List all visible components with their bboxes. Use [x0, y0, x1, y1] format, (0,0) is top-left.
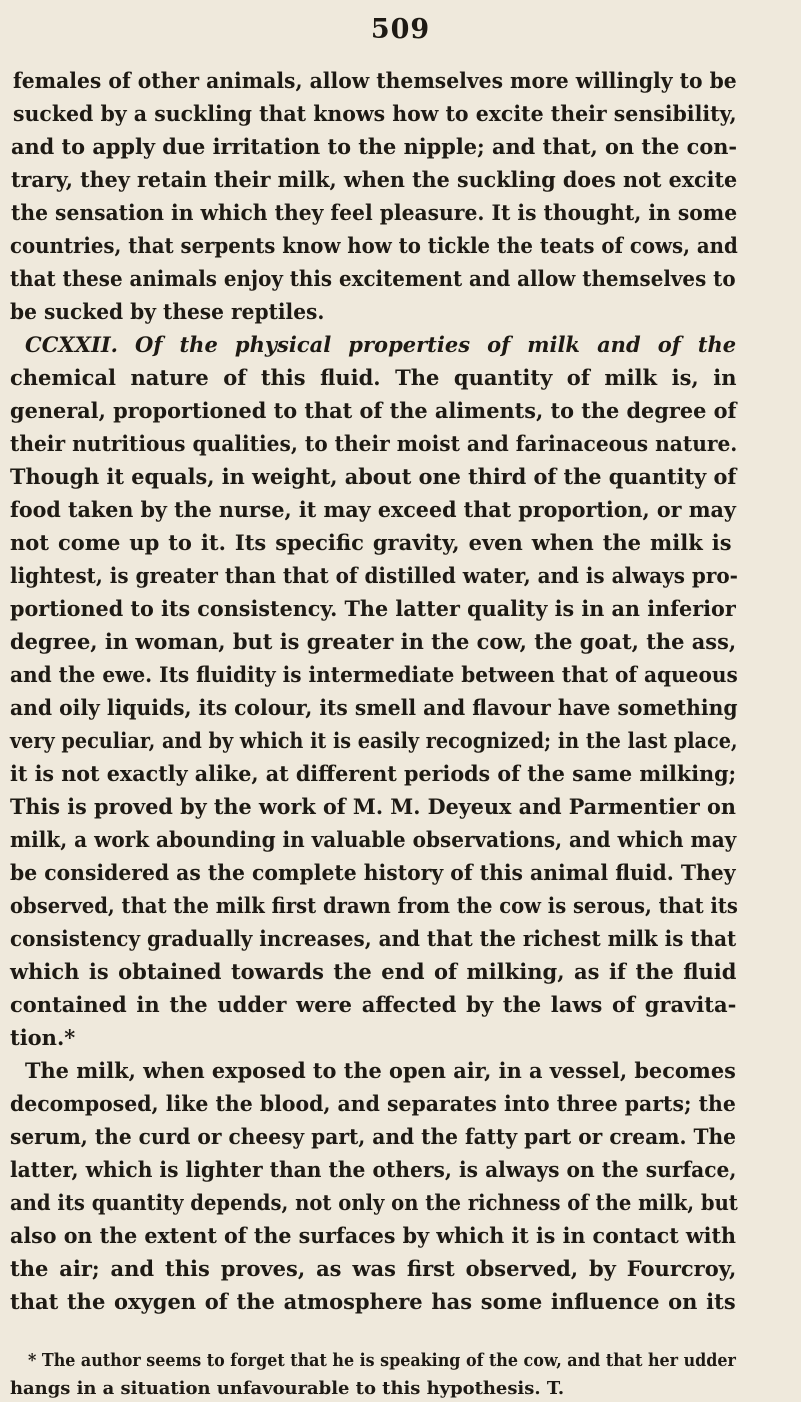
text-line: not come up to it. Its specific gravity, even when the milk is [10, 530, 732, 555]
page-number: 509 [370, 14, 431, 45]
text-line: that these animals enjoy this excitement and allow themselves to [10, 266, 736, 291]
text-line: consistency gradually increases, and that the richest milk is that [10, 926, 737, 951]
text-line: their nutritious qualities, to their moist and farinaceous nature. [10, 431, 738, 456]
text-line: it is not exactly alike, at different periods of the same milking; [10, 761, 737, 786]
text-line: sucked by a suckling that knows how to excite their sensibility, [13, 101, 737, 126]
text-line: serum, the curd or cheesy part, and the fatty part or cream. The [10, 1124, 737, 1149]
text-line: contained in the udder were affected by the laws of gravita- [10, 992, 737, 1017]
text-line: trary, they retain their milk, when the suckling does not excite [11, 167, 738, 192]
text-line: portioned to its consistency. The latter quality is in an inferior [10, 596, 736, 621]
text-line: The milk, when exposed to the open air, in a vessel, becomes [25, 1058, 736, 1083]
text-line: food taken by the nurse, it may exceed that proportion, or may [10, 497, 736, 522]
text-line: the air; and this proves, as was first observed, by Fourcroy, [10, 1256, 737, 1281]
footnote-line: * The author seems to forget that he is speaking of the cow, and that her udder [28, 1350, 736, 1371]
text-line: and oily liquids, its colour, its smell and flavour have something [10, 695, 738, 720]
text-line: lightest, is greater than that of distilled water, and is always pro- [10, 563, 738, 588]
text-line: females of other animals, allow themselves more willingly to be [13, 68, 737, 93]
footnote-line: hangs in a situation unfavourable to this hypothesis. T. [10, 1378, 565, 1399]
text-line: decomposed, like the blood, and separates into three parts; the [10, 1091, 736, 1116]
text-line: observed, that the milk first drawn from the cow is serous, that its [10, 893, 738, 918]
text-line: and the ewe. Its fluidity is intermediate between that of aqueous [10, 662, 738, 687]
text-line: latter, which is lighter than the others, is always on the surface, [10, 1157, 737, 1182]
text-line: Though it equals, in weight, about one third of the quantity of [10, 464, 737, 489]
text-line: that the oxygen of the atmosphere has some influence on its [10, 1289, 736, 1314]
text-line: chemical nature of this fluid. The quantity of milk is, in [10, 365, 737, 390]
text-line: CCXXII. Of the physical properties of milk and of the [25, 332, 737, 357]
text-line: the sensation in which they feel pleasure. It is thought, in some [11, 200, 738, 225]
text-line: countries, that serpents know how to tickle the teats of cows, and [10, 233, 738, 258]
text-line: and to apply due irritation to the nipple; and that, on the con- [11, 134, 738, 159]
text-line: be sucked by these reptiles. [10, 299, 325, 324]
text-line: degree, in woman, but is greater in the cow, the goat, the ass, [10, 629, 737, 654]
text-line: This is proved by the work of M. M. Deyeux and Parmentier on [10, 794, 736, 819]
text-line: and its quantity depends, not only on the richness of the milk, but [10, 1190, 738, 1215]
text-line: be considered as the complete history of this animal fluid. They [10, 860, 736, 885]
text-line: also on the extent of the surfaces by which it is in contact with [10, 1223, 736, 1248]
text-line: which is obtained towards the end of milking, as if the fluid [10, 959, 737, 984]
text-line: tion.* [10, 1025, 76, 1050]
text-line: general, proportioned to that of the aliments, to the degree of [10, 398, 737, 423]
text-line: milk, a work abounding in valuable observations, and which may [10, 827, 737, 852]
text-line: very peculiar, and by which it is easily recognized; in the last place, [10, 728, 738, 753]
